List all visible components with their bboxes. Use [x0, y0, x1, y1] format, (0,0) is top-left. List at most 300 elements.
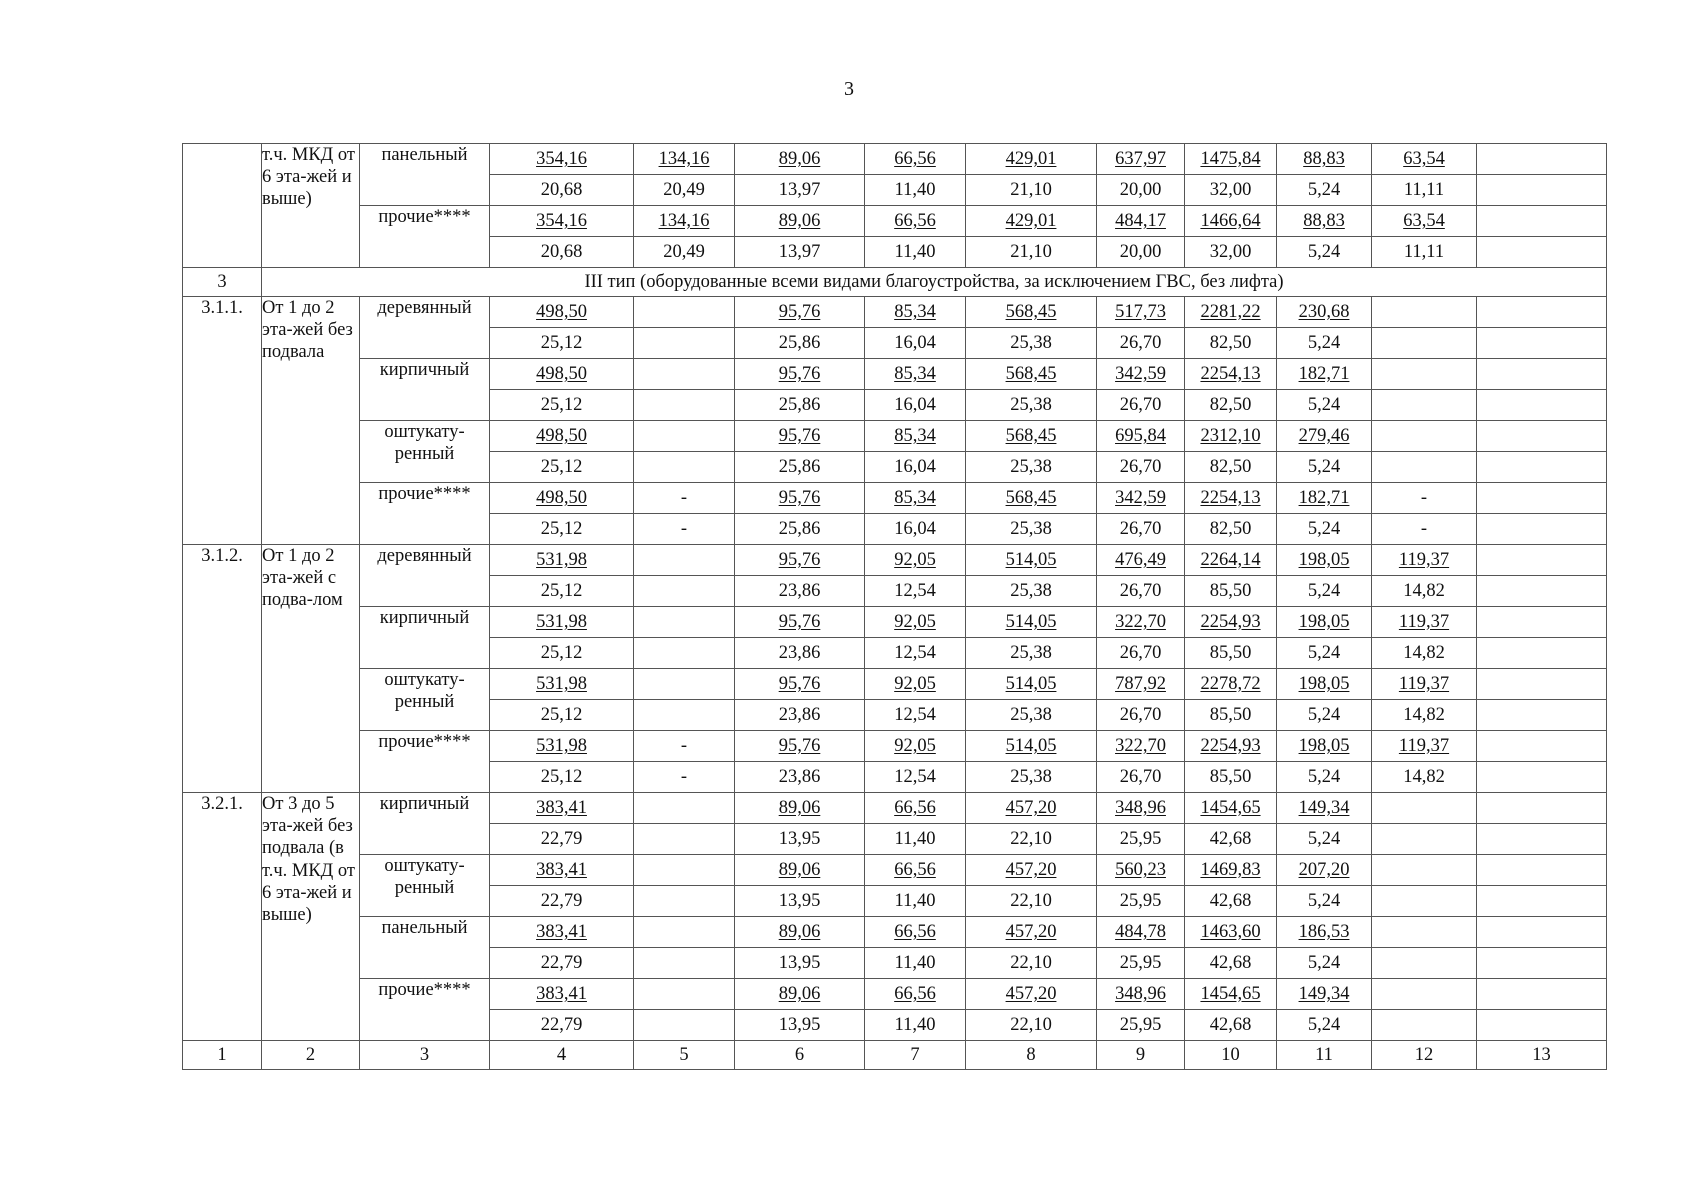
tariff-value — [865, 359, 966, 390]
tariff-value — [1477, 144, 1607, 175]
tariff-value — [1097, 979, 1185, 1010]
tariff-subvalue: 22,79 — [490, 1010, 634, 1041]
tariff-value-underlined: 383,41 — [536, 983, 587, 1004]
tariff-value — [966, 917, 1097, 948]
tariff-value-underlined: 560,23 — [1115, 859, 1166, 880]
tariff-subvalue: 14,82 — [1372, 762, 1477, 793]
tariff-subvalue — [1372, 390, 1477, 421]
wall-material: оштукату-ренный — [360, 421, 490, 483]
tariff-subvalue: 25,12 — [490, 576, 634, 607]
tariff-subvalue: 25,95 — [1097, 1010, 1185, 1041]
tariff-value — [634, 979, 735, 1010]
tariff-value-underlined: 92,05 — [894, 735, 936, 756]
tariff-value — [865, 855, 966, 886]
tariff-value-underlined: 63,54 — [1403, 210, 1445, 231]
tariff-value-underlined: 498,50 — [536, 487, 587, 508]
tariff-value-underlined: 66,56 — [894, 148, 936, 169]
column-number: 8 — [966, 1041, 1097, 1070]
tariff-value — [1185, 421, 1277, 452]
tariff-value-underlined: 95,76 — [778, 425, 821, 446]
tariff-value — [1097, 793, 1185, 824]
tariff-subvalue: 22,10 — [966, 1010, 1097, 1041]
tariff-subvalue — [634, 824, 735, 855]
tariff-subvalue: 26,70 — [1097, 328, 1185, 359]
tariff-subvalue: 11,40 — [865, 175, 966, 206]
wall-material: оштукату-ренный — [360, 669, 490, 731]
tariff-subvalue: 22,10 — [966, 886, 1097, 917]
column-number: 4 — [490, 1041, 634, 1070]
tariff-subvalue: 16,04 — [865, 390, 966, 421]
tariff-value — [490, 979, 634, 1010]
tariff-value — [490, 793, 634, 824]
tariff-value-underlined: 89,06 — [778, 983, 821, 1004]
tariff-value-underlined: 89,06 — [778, 797, 821, 818]
tariff-table — [182, 143, 1607, 1070]
tariff-value — [966, 545, 1097, 576]
tariff-value — [1097, 917, 1185, 948]
tariff-value — [634, 607, 735, 638]
tariff-value-underlined: 85,34 — [894, 425, 936, 446]
tariff-subvalue: 20,49 — [634, 237, 735, 268]
wall-material: прочие**** — [360, 979, 490, 1041]
tariff-value-underlined: 498,50 — [536, 363, 587, 384]
tariff-value-underlined: 787,92 — [1115, 673, 1166, 694]
tariff-subvalue: 25,12 — [490, 700, 634, 731]
tariff-subvalue: 85,50 — [1185, 638, 1277, 669]
tariff-value — [735, 483, 865, 514]
tariff-subvalue: 25,86 — [735, 328, 865, 359]
tariff-value — [1477, 669, 1607, 700]
tariff-value-underlined: 457,20 — [1005, 797, 1057, 818]
tariff-value — [1277, 793, 1372, 824]
tariff-subvalue — [1372, 1010, 1477, 1041]
tariff-value — [1185, 917, 1277, 948]
tariff-subvalue: 14,82 — [1372, 576, 1477, 607]
tariff-value — [490, 917, 634, 948]
tariff-value — [634, 206, 735, 237]
tariff-value — [1185, 669, 1277, 700]
tariff-value — [865, 144, 966, 175]
tariff-subvalue: 26,70 — [1097, 390, 1185, 421]
column-number: 5 — [634, 1041, 735, 1070]
tariff-value-underlined: 2312,10 — [1200, 425, 1261, 446]
tariff-subvalue: 14,82 — [1372, 638, 1477, 669]
tariff-value — [966, 297, 1097, 328]
tariff-subvalue: 20,00 — [1097, 237, 1185, 268]
tariff-value — [1097, 545, 1185, 576]
floors-description: т.ч. МКД от 6 эта-жей и выше) — [262, 144, 360, 268]
tariff-value-underlined: 514,05 — [1005, 673, 1057, 694]
tariff-subvalue: 25,86 — [735, 390, 865, 421]
tariff-value — [865, 917, 966, 948]
tariff-subvalue: 42,68 — [1185, 948, 1277, 979]
tariff-value — [634, 793, 735, 824]
tariff-subvalue: 5,24 — [1277, 886, 1372, 917]
column-number: 9 — [1097, 1041, 1185, 1070]
tariff-value-underlined: 531,98 — [536, 673, 587, 694]
tariff-value — [1185, 731, 1277, 762]
tariff-subvalue: 26,70 — [1097, 762, 1185, 793]
table-row — [183, 545, 1607, 576]
tariff-value — [1097, 731, 1185, 762]
tariff-subvalue: 22,79 — [490, 824, 634, 855]
tariff-subvalue: 11,40 — [865, 237, 966, 268]
tariff-subvalue: 16,04 — [865, 328, 966, 359]
tariff-value — [1277, 545, 1372, 576]
tariff-value — [966, 421, 1097, 452]
tariff-subvalue: 23,86 — [735, 576, 865, 607]
tariff-subvalue: 82,50 — [1185, 328, 1277, 359]
tariff-value — [1477, 979, 1607, 1010]
tariff-value — [966, 359, 1097, 390]
tariff-subvalue: 25,38 — [966, 762, 1097, 793]
tariff-value — [1097, 359, 1185, 390]
column-number: 13 — [1477, 1041, 1607, 1070]
tariff-value — [735, 607, 865, 638]
tariff-subvalue: 42,68 — [1185, 1010, 1277, 1041]
tariff-subvalue: 13,95 — [735, 824, 865, 855]
tariff-value-underlined: 198,05 — [1298, 611, 1350, 632]
tariff-value — [1277, 731, 1372, 762]
table-row — [183, 144, 1607, 175]
tariff-value-underlined: 66,56 — [894, 797, 936, 818]
tariff-subvalue: 13,97 — [735, 175, 865, 206]
tariff-value — [1477, 793, 1607, 824]
tariff-subvalue: 5,24 — [1277, 1010, 1372, 1041]
tariff-value — [1372, 979, 1477, 1010]
tariff-subvalue: 25,38 — [966, 638, 1097, 669]
tariff-value: - — [1372, 483, 1477, 514]
tariff-value — [966, 855, 1097, 886]
tariff-value-underlined: 95,76 — [778, 363, 821, 384]
floors-description: От 1 до 2 эта-жей с подва-лом — [262, 545, 360, 793]
tariff-value — [490, 731, 634, 762]
tariff-value — [1477, 855, 1607, 886]
tariff-value — [1477, 917, 1607, 948]
wall-material: панельный — [360, 917, 490, 979]
tariff-value-underlined: 92,05 — [894, 673, 936, 694]
tariff-value-underlined: 322,70 — [1115, 735, 1166, 756]
tariff-subvalue — [634, 948, 735, 979]
tariff-value — [1477, 607, 1607, 638]
tariff-value — [1097, 669, 1185, 700]
tariff-subvalue — [1372, 948, 1477, 979]
tariff-subvalue: 26,70 — [1097, 514, 1185, 545]
table-row — [183, 359, 1607, 390]
tariff-subvalue — [1477, 886, 1607, 917]
wall-material: панельный — [360, 144, 490, 206]
tariff-value — [1185, 206, 1277, 237]
tariff-value-underlined: 279,46 — [1298, 425, 1350, 446]
tariff-subvalue: 11,11 — [1372, 237, 1477, 268]
tariff-value — [865, 206, 966, 237]
tariff-value — [1372, 731, 1477, 762]
tariff-value — [1277, 297, 1372, 328]
tariff-value-underlined: 85,34 — [894, 301, 936, 322]
tariff-subvalue — [1372, 824, 1477, 855]
tariff-value-underlined: 1463,60 — [1200, 921, 1261, 942]
tariff-value — [634, 297, 735, 328]
tariff-value-underlined: 1469,83 — [1200, 859, 1261, 880]
tariff-value-underlined: 429,01 — [1005, 210, 1057, 231]
tariff-value-underlined: 66,56 — [894, 859, 936, 880]
tariff-value — [735, 669, 865, 700]
tariff-subvalue: 22,10 — [966, 824, 1097, 855]
tariff-value-underlined: 348,96 — [1115, 797, 1166, 818]
column-number: 10 — [1185, 1041, 1277, 1070]
section-number: 3 — [183, 268, 262, 297]
tariff-value — [1185, 483, 1277, 514]
tariff-subvalue: 25,95 — [1097, 886, 1185, 917]
tariff-value-underlined: 484,17 — [1115, 210, 1166, 231]
tariff-subvalue: 20,68 — [490, 175, 634, 206]
tariff-value — [1477, 545, 1607, 576]
tariff-subvalue: 25,12 — [490, 390, 634, 421]
wall-material: оштукату-ренный — [360, 855, 490, 917]
column-number: 2 — [262, 1041, 360, 1070]
tariff-subvalue — [1477, 948, 1607, 979]
tariff-value-underlined: 95,76 — [778, 301, 821, 322]
tariff-value — [490, 144, 634, 175]
tariff-value — [1277, 979, 1372, 1010]
tariff-subvalue: 32,00 — [1185, 175, 1277, 206]
column-number: 12 — [1372, 1041, 1477, 1070]
tariff-subvalue: 25,86 — [735, 514, 865, 545]
tariff-value-underlined: 134,16 — [658, 210, 710, 231]
tariff-subvalue — [1477, 175, 1607, 206]
tariff-subvalue: 11,40 — [865, 1010, 966, 1041]
tariff-subvalue — [1372, 328, 1477, 359]
tariff-subvalue — [1477, 700, 1607, 731]
tariff-value-underlined: 119,37 — [1398, 735, 1450, 756]
tariff-value-underlined: 342,59 — [1115, 487, 1166, 508]
tariff-value — [735, 731, 865, 762]
tariff-subvalue — [634, 700, 735, 731]
tariff-value — [1277, 144, 1372, 175]
tariff-value — [634, 545, 735, 576]
tariff-value-underlined: 637,97 — [1115, 148, 1166, 169]
tariff-value — [1277, 917, 1372, 948]
tariff-subvalue: 13,97 — [735, 237, 865, 268]
tariff-value — [966, 793, 1097, 824]
tariff-value-underlined: 2254,93 — [1200, 611, 1261, 632]
table-row — [183, 206, 1607, 237]
tariff-subvalue: 20,49 — [634, 175, 735, 206]
tariff-value — [1185, 607, 1277, 638]
tariff-value — [735, 359, 865, 390]
tariff-value — [1185, 793, 1277, 824]
tariff-value — [966, 731, 1097, 762]
tariff-value-underlined: 568,45 — [1005, 425, 1057, 446]
tariff-value-underlined: 198,05 — [1298, 673, 1350, 694]
tariff-value-underlined: 149,34 — [1298, 983, 1350, 1004]
wall-material: кирпичный — [360, 359, 490, 421]
tariff-value — [735, 917, 865, 948]
column-number: 7 — [865, 1041, 966, 1070]
tariff-value — [966, 669, 1097, 700]
tariff-subvalue: 20,00 — [1097, 175, 1185, 206]
tariff-value — [1477, 297, 1607, 328]
tariff-value-underlined: 230,68 — [1298, 301, 1350, 322]
tariff-subvalue: 5,24 — [1277, 948, 1372, 979]
tariff-value-underlined: 457,20 — [1005, 859, 1057, 880]
tariff-subvalue: 12,54 — [865, 762, 966, 793]
tariff-value — [634, 855, 735, 886]
tariff-value-underlined: 66,56 — [894, 983, 936, 1004]
tariff-subvalue — [1372, 452, 1477, 483]
tariff-value — [966, 607, 1097, 638]
tariff-value-underlined: 2254,93 — [1200, 735, 1261, 756]
tariff-value-underlined: 498,50 — [536, 301, 587, 322]
tariff-subvalue — [1477, 390, 1607, 421]
tariff-value — [1185, 855, 1277, 886]
wall-material: деревянный — [360, 297, 490, 359]
tariff-subvalue: 5,24 — [1277, 175, 1372, 206]
page-number: 3 — [844, 78, 854, 100]
tariff-value — [1185, 297, 1277, 328]
tariff-value — [490, 421, 634, 452]
tariff-value-underlined: 182,71 — [1298, 363, 1350, 384]
table-row — [183, 917, 1607, 948]
tariff-value — [490, 607, 634, 638]
tariff-subvalue: 25,95 — [1097, 948, 1185, 979]
tariff-subvalue: 23,86 — [735, 762, 865, 793]
tariff-value-underlined: 92,05 — [894, 549, 936, 570]
tariff-value-underlined: 568,45 — [1005, 301, 1057, 322]
tariff-value — [865, 669, 966, 700]
tariff-value-underlined: 531,98 — [536, 549, 587, 570]
tariff-subvalue: 20,68 — [490, 237, 634, 268]
tariff-subvalue: 25,38 — [966, 452, 1097, 483]
table-row — [183, 793, 1607, 824]
tariff-value-underlined: 95,76 — [778, 611, 821, 632]
tariff-value-underlined: 484,78 — [1115, 921, 1166, 942]
section-header-row — [183, 268, 1607, 297]
tariff-subvalue — [634, 328, 735, 359]
tariff-value — [1097, 483, 1185, 514]
tariff-value-underlined: 134,16 — [658, 148, 710, 169]
floors-description: От 3 до 5 эта-жей без подвала (в т.ч. МКД от 6 эта-жей и выше) — [262, 793, 360, 1041]
tariff-value-underlined: 383,41 — [536, 921, 587, 942]
tariff-value — [1097, 855, 1185, 886]
column-number: 3 — [360, 1041, 490, 1070]
tariff-value-underlined: 568,45 — [1005, 363, 1057, 384]
tariff-value-underlined: 457,20 — [1005, 921, 1057, 942]
tariff-subvalue — [1477, 762, 1607, 793]
tariff-value — [1277, 359, 1372, 390]
tariff-value — [1477, 483, 1607, 514]
tariff-subvalue: 82,50 — [1185, 390, 1277, 421]
tariff-value-underlined: 383,41 — [536, 859, 587, 880]
tariff-subvalue — [1372, 886, 1477, 917]
tariff-subvalue: 5,24 — [1277, 328, 1372, 359]
tariff-value-underlined: 149,34 — [1298, 797, 1350, 818]
tariff-subvalue: 82,50 — [1185, 452, 1277, 483]
tariff-value-underlined: 342,59 — [1115, 363, 1166, 384]
tariff-subvalue: 13,95 — [735, 886, 865, 917]
tariff-value — [735, 297, 865, 328]
tariff-value — [735, 421, 865, 452]
table-row — [183, 607, 1607, 638]
tariff-value — [490, 297, 634, 328]
tariff-subvalue: 16,04 — [865, 452, 966, 483]
tariff-subvalue — [634, 576, 735, 607]
tariff-value — [1097, 421, 1185, 452]
column-numbers-row — [183, 1041, 1607, 1070]
tariff-subvalue: 26,70 — [1097, 452, 1185, 483]
tariff-value — [1097, 297, 1185, 328]
tariff-value — [735, 206, 865, 237]
tariff-value — [1372, 669, 1477, 700]
tariff-value — [1372, 144, 1477, 175]
column-number: 11 — [1277, 1041, 1372, 1070]
tariff-subvalue: 5,24 — [1277, 514, 1372, 545]
wall-material: прочие**** — [360, 731, 490, 793]
tariff-value-underlined: 207,20 — [1298, 859, 1350, 880]
wall-material: прочие**** — [360, 206, 490, 268]
tariff-value — [1185, 144, 1277, 175]
tariff-subvalue — [634, 390, 735, 421]
tariff-value — [966, 483, 1097, 514]
tariff-value: - — [634, 731, 735, 762]
tariff-value-underlined: 476,49 — [1115, 549, 1166, 570]
tariff-value-underlined: 119,37 — [1398, 549, 1450, 570]
tariff-value-underlined: 186,53 — [1298, 921, 1350, 942]
tariff-value-underlined: 119,37 — [1398, 673, 1450, 694]
column-number: 1 — [183, 1041, 262, 1070]
tariff-value-underlined: 95,76 — [778, 549, 821, 570]
tariff-value-underlined: 457,20 — [1005, 983, 1057, 1004]
tariff-subvalue: 12,54 — [865, 576, 966, 607]
tariff-value-underlined: 2278,72 — [1200, 673, 1261, 694]
tariff-subvalue: 42,68 — [1185, 824, 1277, 855]
table-row — [183, 421, 1607, 452]
tariff-subvalue: 14,82 — [1372, 700, 1477, 731]
tariff-value-underlined: 2254,13 — [1200, 363, 1261, 384]
tariff-value-underlined: 348,96 — [1115, 983, 1166, 1004]
tariff-subvalue: 25,38 — [966, 328, 1097, 359]
tariff-value — [865, 297, 966, 328]
tariff-subvalue: 85,50 — [1185, 576, 1277, 607]
tariff-value-underlined: 63,54 — [1403, 148, 1445, 169]
tariff-value: - — [634, 483, 735, 514]
tariff-value-underlined: 514,05 — [1005, 549, 1057, 570]
tariff-subvalue: 25,38 — [966, 576, 1097, 607]
tariff-value-underlined: 89,06 — [778, 210, 821, 231]
tariff-value — [865, 545, 966, 576]
tariff-subvalue: 11,11 — [1372, 175, 1477, 206]
tariff-value-underlined: 2254,13 — [1200, 487, 1261, 508]
tariff-subvalue — [634, 638, 735, 669]
tariff-value-underlined: 85,34 — [894, 487, 936, 508]
row-number: 3.1.1. — [183, 297, 262, 545]
tariff-value — [1097, 144, 1185, 175]
tariff-value — [1277, 607, 1372, 638]
tariff-subvalue: 25,12 — [490, 328, 634, 359]
tariff-subvalue: 5,24 — [1277, 576, 1372, 607]
tariff-value-underlined: 88,83 — [1303, 210, 1345, 231]
tariff-value — [735, 793, 865, 824]
tariff-value-underlined: 498,50 — [536, 425, 587, 446]
tariff-value — [1372, 206, 1477, 237]
tariff-value — [1277, 206, 1372, 237]
tariff-subvalue: 23,86 — [735, 700, 865, 731]
tariff-value — [1477, 206, 1607, 237]
tariff-value — [1372, 359, 1477, 390]
tariff-subvalue: 5,24 — [1277, 452, 1372, 483]
tariff-subvalue: 85,50 — [1185, 700, 1277, 731]
tariff-value — [634, 144, 735, 175]
